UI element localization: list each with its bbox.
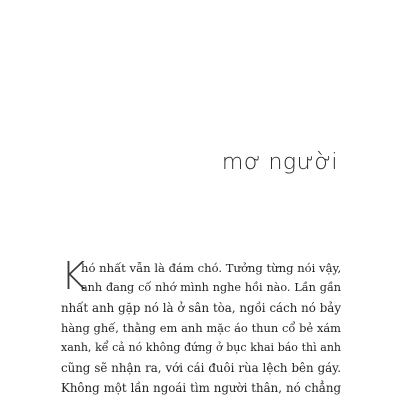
text-line: hàng ghế, thằng em anh mặc áo thun cổ bẻ xám [61, 321, 341, 335]
chapter-title: mơ người [221, 150, 338, 175]
text-line: hó nhất vẫn là đám chó. Tưởng từng nói vậy, [81, 261, 342, 275]
text-line: Không một lần ngoái tìm người thân, nó chẳng [61, 381, 341, 395]
text-line: xanh, kể cả nó không đứng ở bục khai báo thì anh [61, 341, 341, 354]
text-line: nhất anh gặp nó là ở sân tòa, ngồi cách nó bảy [61, 301, 341, 315]
body-paragraph [61, 254, 342, 398]
text-line: anh đang cố nhớ mình nghe hồi nào. Lần gần [81, 281, 341, 294]
drop-cap: K [61, 254, 86, 298]
text-line: cũng sẽ nhận ra, với cái đuôi rùa lệch bên gáy. [61, 361, 341, 375]
